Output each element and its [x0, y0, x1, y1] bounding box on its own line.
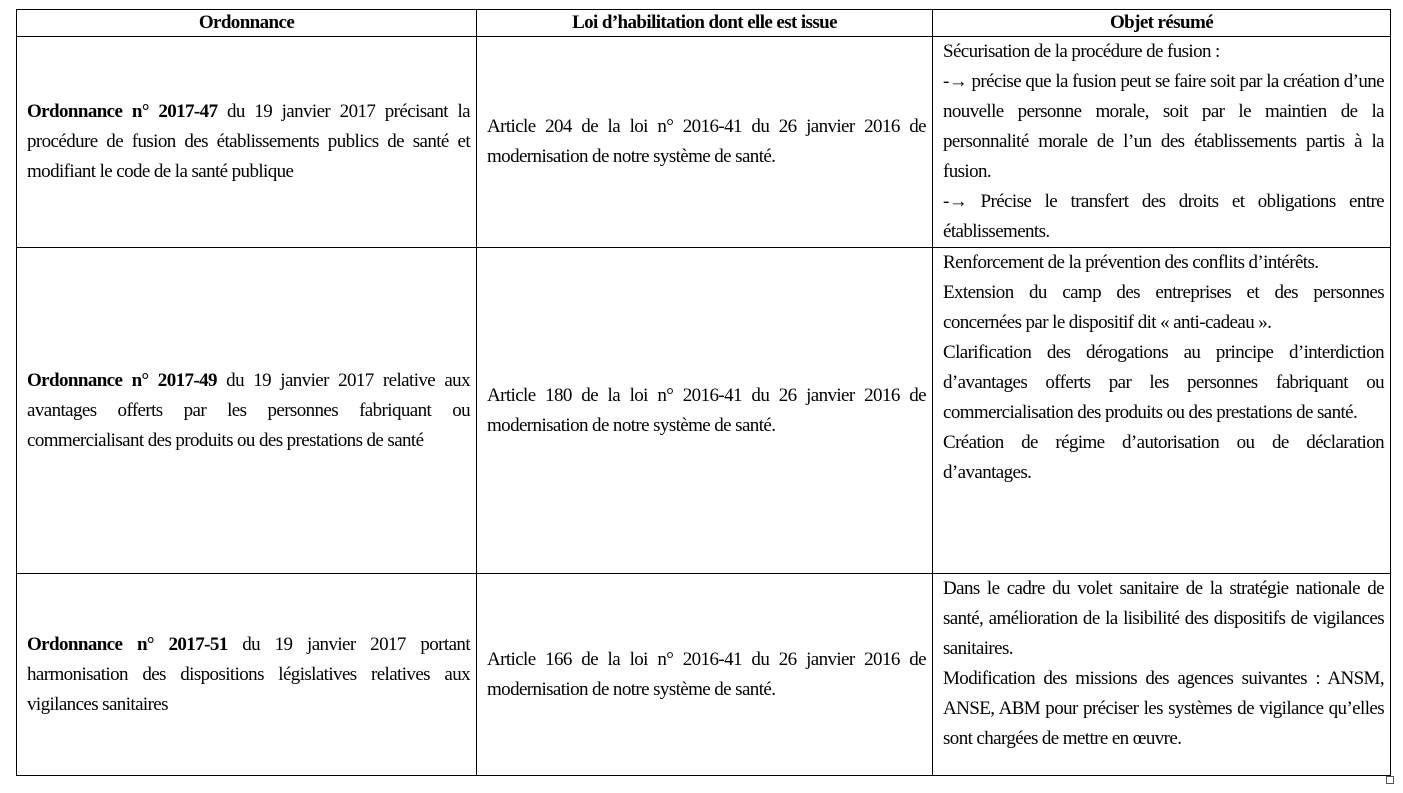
- ordonnance-cell: [17, 248, 477, 574]
- table-row: [17, 248, 1391, 574]
- objet-line: Création de régime d’autorisation ou de déclaration d’avantages.: [943, 432, 1384, 483]
- objet-line: Renforcement de la prévention des conflits d’intérêts.: [943, 252, 1319, 273]
- ordonnance-description: du 19 janvier 2017 portant harmonisation des dispositions législatives relatives aux vigilances sanitaires: [27, 633, 470, 715]
- objet-line: -→ Précise le transfert des droits et obligations entre établissements.: [943, 191, 1384, 242]
- header-objet-resume: Objet résumé: [933, 10, 1391, 37]
- objet-line: -→ précise que la fusion peut se faire soit par la création d’une nouvelle personne morale, soit par le maintien de la personnalité morale de l’un des établissements partis à la fusion.: [943, 71, 1384, 182]
- objet-line: Extension du camp des entreprises et des personnes concernées par le dispositif dit « anti-cadeau ».: [943, 282, 1384, 333]
- table-row: [17, 37, 1391, 248]
- objet-cell: [933, 574, 1391, 776]
- ordonnance-number: Ordonnance n° 2017-51: [27, 633, 228, 655]
- ordonnance-number: Ordonnance n° 2017-47: [27, 101, 218, 122]
- objet-cell: [933, 248, 1391, 574]
- objet-line: Sécurisation de la procédure de fusion :: [943, 41, 1220, 62]
- loi-cell: Article 204 de la loi n° 2016-41 du 26 janvier 2016 de modernisation de notre système de santé.: [477, 37, 933, 248]
- ordonnance-cell: [17, 37, 477, 248]
- ordonnance-cell: [17, 574, 477, 776]
- table-row: [17, 574, 1391, 776]
- ordonnance-description: du 19 janvier 2017 relative aux avantages offerts par les personnes fabriquant ou commercialisant des produits ou des prestations de santé: [27, 369, 470, 451]
- objet-line: Clarification des dérogations au principe d’interdiction d’avantages offerts par les personnes fabriquant ou commercialisation des produits ou des prestations de santé.: [943, 342, 1384, 423]
- paragraph-end-mark: [1386, 776, 1394, 784]
- loi-cell: Article 180 de la loi n° 2016-41 du 26 janvier 2016 de modernisation de notre système de santé.: [477, 248, 933, 574]
- objet-line: Modification des missions des agences suivantes : ANSM, ANSE, ABM pour préciser les systèmes de vigilance qu’elles sont chargées de mettre en œuvre.: [943, 668, 1384, 749]
- header-loi-habilitation: Loi d’habilitation dont elle est issue: [477, 10, 933, 37]
- ordonnances-table: [16, 9, 1391, 776]
- header-ordonnance: Ordonnance: [17, 10, 477, 37]
- loi-cell: Article 166 de la loi n° 2016-41 du 26 janvier 2016 de modernisation de notre système de santé.: [477, 574, 933, 776]
- ordonnance-description: du 19 janvier 2017 précisant la procédure de fusion des établissements publics de santé et modifiant le code de la santé publique: [27, 101, 470, 182]
- objet-line: Dans le cadre du volet sanitaire de la stratégie nationale de santé, amélioration de la lisibilité des dispositifs de vigilances sanitaires.: [943, 578, 1384, 659]
- ordonnance-number: Ordonnance n° 2017-49: [27, 369, 217, 391]
- objet-cell: [933, 37, 1391, 248]
- header-row: [17, 10, 1391, 37]
